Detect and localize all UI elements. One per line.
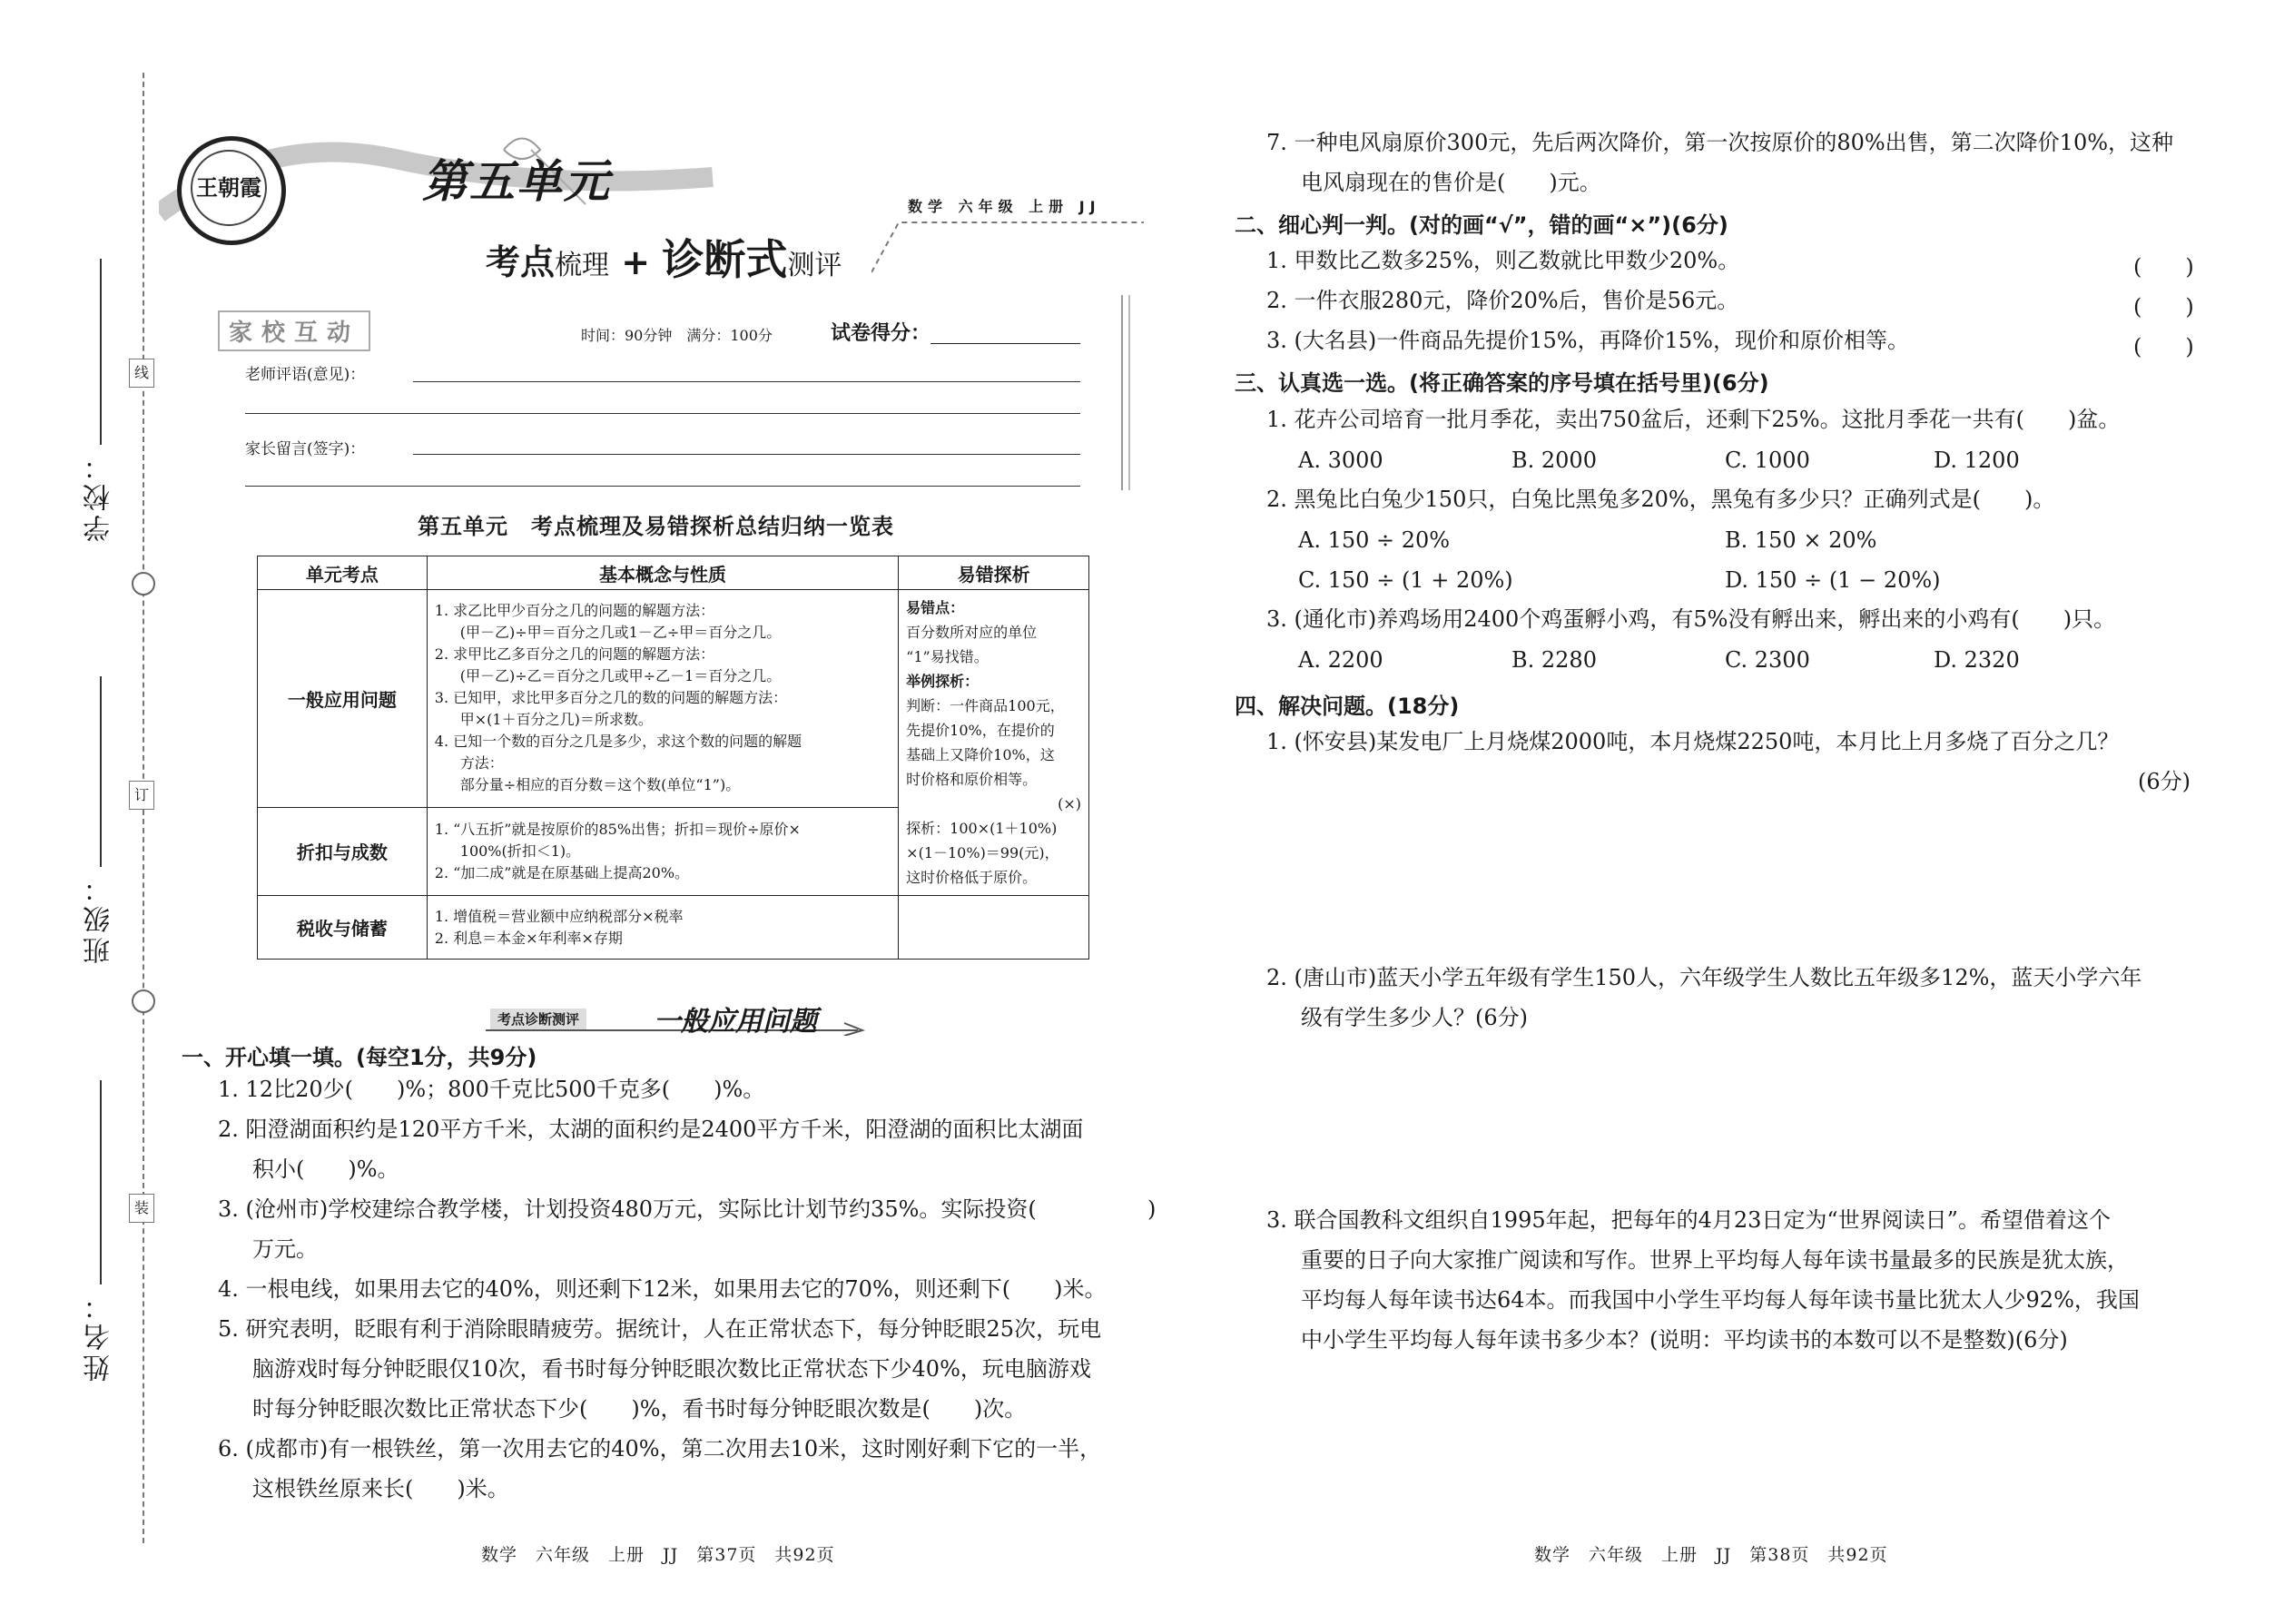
question-1-3: 3. (沧州市)学校建综合教学楼，计划投资480万元，实际比计划节约35%。实际投资(: [218, 1196, 1037, 1222]
judge-item-3: 3. (大名县)一件商品先提价15%，再降价15%，现价和原价相等。: [1266, 328, 1909, 353]
school-label: 学校：: [84, 449, 115, 542]
concept-line: 部分量÷相应的百分数＝这个数(单位“1”)。: [459, 776, 741, 794]
topic-cell: 一般应用问题: [258, 590, 428, 808]
concept-line: 1. 增值税＝营业额中应纳税部分×税率: [434, 907, 684, 925]
question-1-5-cont: 时每分钟眨眼次数比正常状态下少( )%，看书时每分钟眨眼次数是( )次。: [252, 1396, 1027, 1422]
question-1-1: 1. 12比20少( )%；800千克比500千克多( )%。: [218, 1077, 765, 1102]
judge-item-2: 2. 一件衣服280元，降价20%后，售价是56元。: [1266, 288, 1739, 313]
choice-option: A. 3000: [1298, 448, 1383, 473]
problem-3-cont: 重要的日子向大家推广阅读和写作。世界上平均每人每年读书量最多的民族是犹太族，: [1301, 1247, 2129, 1273]
concept-line: (甲－乙)÷乙＝百分之几或甲÷乙－1＝百分之几。: [459, 667, 782, 685]
choice-option: B. 2280: [1511, 647, 1597, 673]
concept-cell: [427, 807, 898, 895]
concept-line: 4. 已知一个数的百分之几是多少，求这个数的问题的解题: [434, 733, 802, 751]
judge-answer-3[interactable]: ( ): [2133, 334, 2194, 359]
question-1-5: 5. 研究表明，眨眼有利于消除眼睛疲劳。据统计，人在正常状态下，每分钟眨眼25次，玩电: [218, 1316, 1102, 1342]
summary-table: [257, 556, 1089, 960]
topic-cell: 折扣与成数: [258, 807, 428, 895]
concept-line: 1. 求乙比甲少百分之几的问题的解题方法：: [434, 602, 715, 620]
page-footer-left: 数学 六年级 上册 JJ 第37页 共92页: [481, 1545, 835, 1565]
problem-1: 1. (怀安县)某发电厂上月烧煤2000吨，本月烧煤2250吨，本月比上月多烧了百分之几？: [1266, 729, 2120, 754]
unit-title: 第五单元: [422, 155, 611, 208]
choice-option: A. 2200: [1298, 647, 1383, 673]
bind-word-xian: 线: [129, 359, 154, 388]
concept-line: 2. “加二成”就是在原基础上提高20%。: [434, 863, 690, 881]
page-footer-right: 数学 六年级 上册 JJ 第38页 共92页: [1534, 1545, 1888, 1565]
header-dashed-decoration: [871, 213, 1162, 277]
concept-line: (甲－乙)÷甲＝百分之几或1－乙÷甲＝百分之几。: [459, 624, 782, 642]
parent-comment-field[interactable]: [245, 486, 1080, 487]
judge-answer-2[interactable]: ( ): [2133, 294, 2194, 320]
choice-option: A. 150 ÷ 20%: [1298, 527, 1451, 553]
problem-3: 3. 联合国教科文组织自1995年起，把每年的4月23日定为“世界阅读日”。希望借着这个: [1266, 1207, 2111, 1233]
name-underline: [100, 1080, 102, 1284]
choice-option: C. 2300: [1725, 647, 1810, 673]
bind-hole: [132, 989, 155, 1013]
concept-line: 3. 已知甲，求比甲多百分之几的数的问题的解题方法：: [434, 689, 788, 707]
section3-title: 三、认真选一选。(将正确答案的序号填在括号里)(6分): [1235, 370, 1769, 396]
question-1-2: 2. 阳澄湖面积约是120平方千米，太湖的面积约是2400平方千米，阳澄湖的面积比太湖面: [218, 1117, 1084, 1142]
teacher-comment-label: 老师评语(意见)：: [245, 366, 366, 384]
concept-line: 2. 求甲比乙多百分之几的问题的解题方法：: [434, 645, 715, 664]
question-1-3-cont: 万元。: [252, 1236, 318, 1262]
choice-option: B. 150 × 20%: [1725, 527, 1877, 553]
page-subtitle: [486, 227, 842, 287]
table-header-row: [258, 556, 1089, 590]
problem-3-cont: 中小学生平均每人每年读书多少本？(说明：平均读书的本数可以不是整数)(6分): [1301, 1327, 2068, 1353]
choice-option: D. 2320: [1934, 647, 2020, 673]
choice-question-1: 1. 花卉公司培育一批月季花，卖出750盆后，还剩下25%。这批月季花一共有( )盆。: [1266, 407, 2121, 432]
judge-answer-1[interactable]: ( ): [2133, 254, 2194, 280]
question-1-6: 6. (成都市)有一根铁丝，第一次用去它的40%，第二次用去10米，这时刚好剩下它的一半，: [218, 1436, 1102, 1462]
publisher-logo: [177, 136, 286, 245]
bind-word-zhuang: 装: [129, 1194, 154, 1223]
concept-line: 甲×(1＋百分之几)＝所求数。: [459, 711, 653, 729]
choice-question-3: 3. (通化市)养鸡场用2400个鸡蛋孵小鸡，有5%没有孵出来，孵出来的小鸡有( )只。: [1266, 606, 2116, 632]
error-line: 举例探析：: [906, 673, 980, 690]
question-1-7: 7. 一种电风扇原价300元，先后两次降价，第一次按原价的80%出售，第二次降价10%，这种: [1266, 130, 2174, 155]
teacher-comment-field[interactable]: [245, 413, 1080, 414]
error-analysis-cell: [899, 590, 1089, 896]
section4-title: 四、解决问题。(18分): [1235, 694, 1460, 719]
problem-2-cont: 级有学生多少人？(6分): [1301, 1005, 1528, 1030]
problem-1-score: (6分): [2138, 769, 2191, 794]
concept-cell: [427, 896, 898, 960]
question-1-7-cont: 电风扇现在的售价是( )元。: [1301, 170, 1601, 195]
error-line: 判断：一件商品100元，: [906, 697, 1065, 714]
class-underline: [100, 676, 102, 867]
table-header: 易错探析: [899, 556, 1089, 590]
error-line: 百分数所对应的单位: [906, 624, 1038, 641]
choice-option: D. 1200: [1934, 448, 2020, 473]
problem-2: 2. (唐山市)蓝天小学五年级有学生150人，六年级学生人数比五年级多12%，蓝天小学六年: [1266, 965, 2142, 990]
logo-text: 王朝霞: [191, 150, 267, 226]
parent-comment-field[interactable]: [413, 454, 1080, 455]
score-field[interactable]: [930, 343, 1080, 344]
subtitle-plus: +: [621, 242, 651, 282]
error-line: ×(1－10%)＝99(元)，: [906, 844, 1059, 861]
error-line: 时价格和原价相等。: [906, 771, 1038, 788]
exam-info: 时间：90分钟 满分：100分: [581, 327, 773, 344]
error-line: 易错点：: [906, 599, 965, 616]
subtitle-part: 考点: [486, 242, 556, 282]
banner-tag: 考点诊断测评: [490, 1009, 586, 1029]
choice-option: C. 150 ÷ (1 + 20%): [1298, 567, 1513, 593]
bind-hole: [132, 572, 155, 595]
subtitle-part: 诊断式: [662, 235, 788, 284]
choice-option: C. 1000: [1725, 448, 1810, 473]
decorative-bars: [1121, 295, 1130, 490]
class-label: 班级：: [84, 871, 115, 964]
table-row: [258, 590, 1089, 808]
question-1-3-paren: ): [1147, 1196, 1157, 1222]
question-1-5-cont: 脑游戏时每分钟眨眼仅10次，看书时每分钟眨眼次数比正常状态下少40%，玩电脑游戏: [252, 1356, 1091, 1382]
topic-cell: 税收与储蓄: [258, 896, 428, 960]
error-line: (×): [1058, 795, 1081, 812]
error-line: “1”易找错。: [906, 648, 989, 665]
question-1-4: 4. 一根电线，如果用去它的40%，则还剩下12米，如果用去它的70%，则还剩下( )米。: [218, 1276, 1107, 1302]
subject-tag: 数学 六年级 上册 JJ: [908, 198, 1101, 215]
school-underline: [100, 259, 102, 445]
judge-item-1: 1. 甲数比乙数多25%，则乙数就比甲数少20%。: [1266, 248, 1740, 273]
section1-title: 一、开心填一填。(每空1分，共9分): [182, 1045, 537, 1070]
concept-line: 2. 利息＝本金×年利率×存期: [434, 929, 623, 947]
question-1-6-cont: 这根铁丝原来长( )米。: [252, 1476, 509, 1501]
choice-option: D. 150 ÷ (1 − 20%): [1725, 567, 1941, 593]
concept-line: 方法：: [459, 754, 504, 773]
error-line: 探析：100×(1＋10%): [906, 820, 1058, 837]
concept-cell: [427, 590, 898, 808]
choice-question-2: 2. 黑兔比白兔少150只，白兔比黑兔多20%，黑兔有多少只？正确列式是( )。: [1266, 487, 2055, 512]
section2-title: 二、细心判一判。(对的画“√”，错的画“×”)(6分): [1235, 212, 1728, 238]
error-line: 这时价格低于原价。: [906, 869, 1038, 886]
teacher-comment-field[interactable]: [413, 381, 1080, 382]
bind-word-ding: 订: [129, 781, 154, 810]
concept-line: 1. “八五折”就是按原价的85%出售；折扣＝现价÷原价×: [434, 820, 801, 838]
name-label: 姓名：: [84, 1289, 115, 1382]
table-header: 单元考点: [258, 556, 428, 590]
parent-comment-label: 家长留言(签字)：: [245, 440, 366, 458]
error-line: 基础上又降价10%，这: [906, 746, 1055, 763]
concept-line: 100%(折扣＜1)。: [459, 842, 581, 860]
subtitle-part: 梳理: [555, 250, 610, 281]
choice-option: B. 2000: [1511, 448, 1597, 473]
home-school-tag: 家校互动: [218, 310, 370, 351]
error-line: 先提价10%，在提价的: [906, 722, 1055, 739]
subtitle-part: 测评: [787, 250, 842, 281]
score-label: 试卷得分：: [831, 322, 931, 345]
question-1-2-cont: 积小( )%。: [252, 1156, 399, 1182]
table-row: [258, 896, 1089, 960]
error-analysis-cell: [899, 896, 1089, 960]
table-header: 基本概念与性质: [427, 556, 898, 590]
banner-title: 一般应用问题: [654, 1006, 817, 1038]
problem-3-cont: 平均每人每年读书达64本。而我国中小学生平均每人每年读书量比犹太人少92%，我国: [1301, 1287, 2140, 1313]
summary-table-title: 第五单元 考点梳理及易错探析总结归纳一览表: [418, 514, 894, 539]
